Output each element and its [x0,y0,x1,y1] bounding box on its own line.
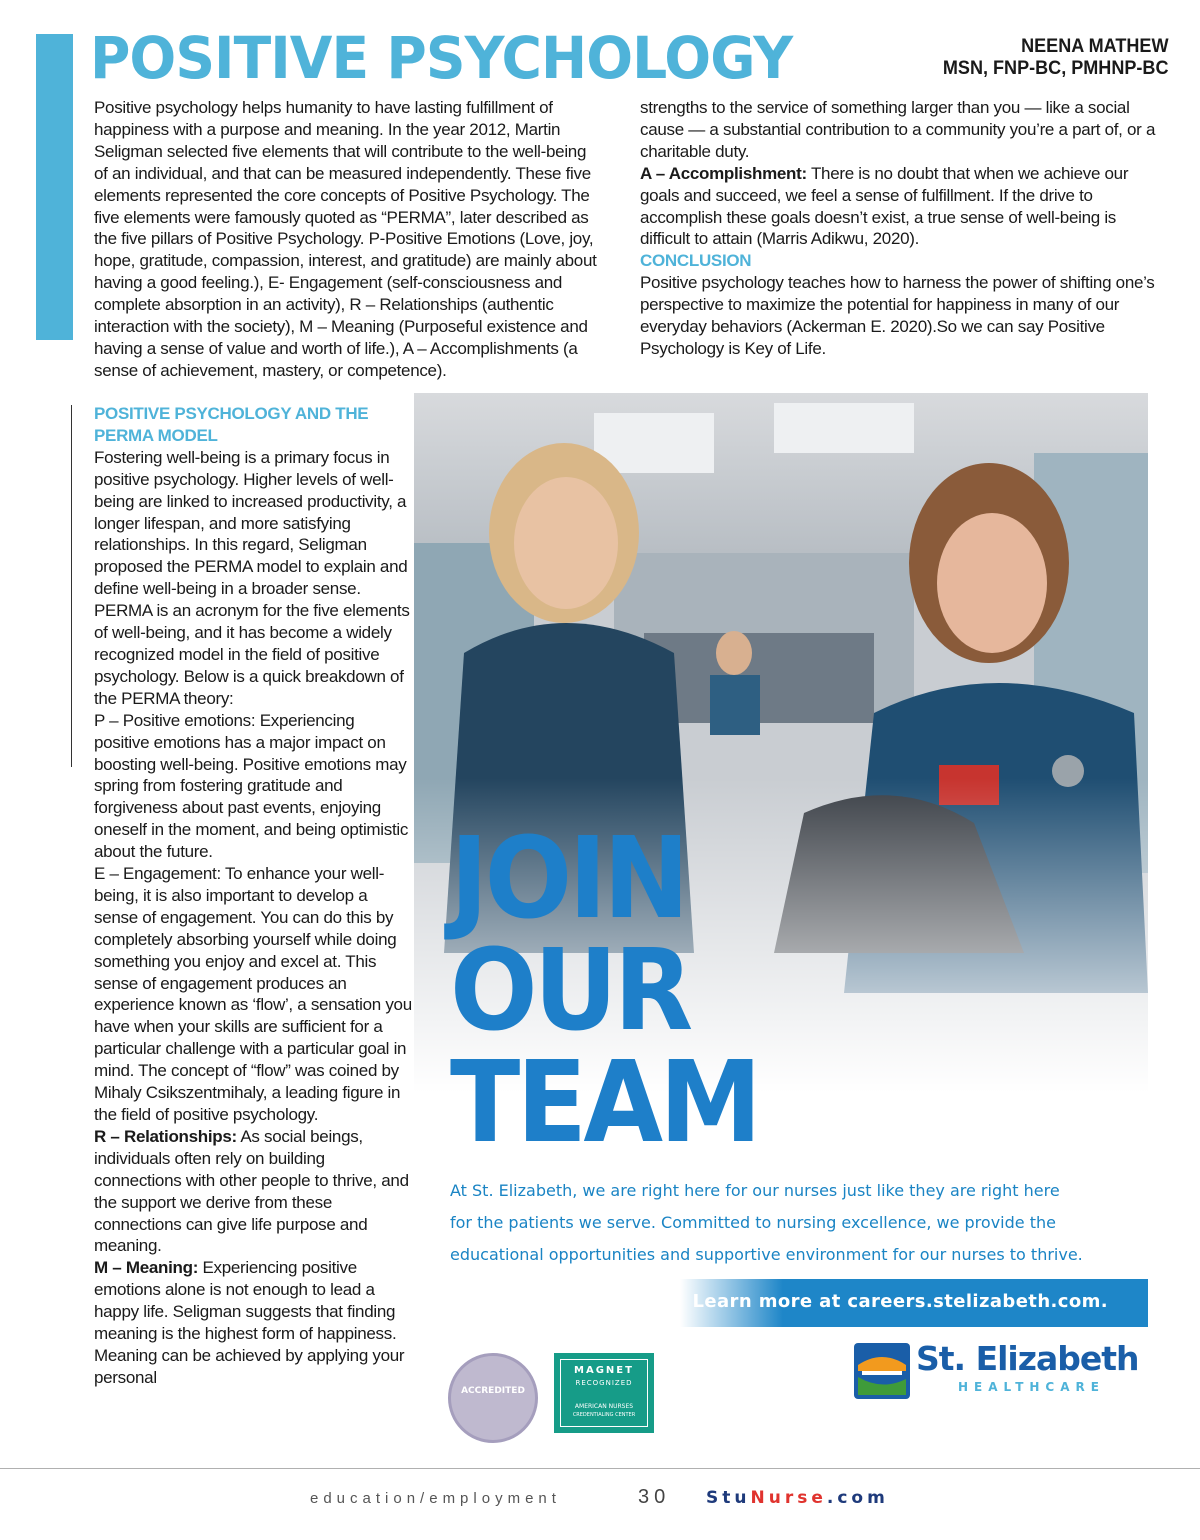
ad-body-line-2: for the patients we serve. Committed to nursing excellence, we provide the [450,1213,1056,1232]
logo-sub: HEALTHCARE [958,1380,1105,1394]
intro-paragraph: Positive psychology helps humanity to have lasting fulfillment of happiness with a purpose and meaning. In the year 2012, Martin Seligman selected five elements that will contribute to the well-being of an individual, and that can be measured independently. These five elements represented the core concepts of Positive Psychology. The five elements were famously quoted as “PERMA”, later described as the five pillars of Positive Psychology. P-Positive Emotions (Love, joy, hope, gratitude, compassion, interest, and gratitude) are mainly about having a good feeling.), E- Engagement (self-consciousness and complete absorption in an activity), R – Relationships (authentic interaction with the society), M – Meaning (Purposeful existence and having a sense of value and worth of life.), A – Accomplishments (a sense of achievement, mastery, or competence). [94,98,597,380]
ad-body-text [450,1175,1130,1271]
author-name: NEENA MATHEW [1020,36,1168,57]
accredited-badge [448,1353,538,1443]
relationships-text: As social beings, individuals often rely on building connections with other people to thrive, and the support we derive from these connections can give life purpose and meaning. [94,1126,409,1256]
magnet-recognized-badge [554,1353,654,1433]
relationships-label: R – Relationships: [94,1126,237,1146]
page-title: POSITIVE PSYCHOLOGY [90,24,793,92]
magnet-line-4: CREDENTIALING CENTER [572,1412,636,1418]
meaning-paragraph [94,1257,412,1388]
page-number: 30 [638,1486,671,1508]
join-our-team-headline [450,814,759,1168]
st-elizabeth-logo-icon [854,1343,910,1399]
magnet-line-1: MAGNET [574,1365,634,1376]
footer-site-mid: Nurse [750,1488,827,1508]
conclusion-paragraph: Positive psychology teaches how to harness the power of shifting one’s perspective to maximize the potential for happiness in many of our everyday behaviors (Ackerman E. 2020).So we can say Positive Psychology is Key of Life. [640,273,1155,358]
article-column-right-top [640,97,1160,360]
headline-line-join: JOIN [450,814,686,944]
careers-link-text[interactable]: Learn more at careers.stelizabeth.com. [692,1291,1108,1312]
engagement-paragraph: E – Engagement: To enhance your well-being, it is also important to develop a sense of engagement. You can do this by completely absorbing yourself while doing something you enjoy and excel at. This sense of engagement produces an experience known as ‘flow’, a sensation you have when your skills are sufficient for a particular challenge with a particular goal in mind. The concept of “flow” was coined by Mihaly Csikszentmihaly, a leading figure in the field of positive psychology. [94,864,412,1124]
careers-link-banner[interactable] [680,1279,1148,1327]
magnet-line-2: RECOGNIZED [575,1379,633,1387]
logo-name: St. Elizabeth [916,1339,1139,1378]
article-column-left-top [94,97,600,382]
accent-bar [36,34,73,340]
accomplishment-paragraph [640,163,1160,251]
accomplishment-text: There is no doubt that when we achieve our goals and succeed, we feel a sense of fulfillment. If the drive to accomplish these goals doesn’t exist, a true sense of well-being is difficult to attain (Marris Adikwu, 2020). [640,163,1129,249]
footer-site-name [706,1488,889,1508]
ad-body-line-3: educational opportunities and supportive environment for our nurses to thrive. [450,1245,1083,1264]
footer-category: education/employment [310,1490,561,1507]
accomplishment-label: A – Accomplishment: [640,163,807,183]
headline-line-our: OUR [450,926,690,1056]
column-rule [71,405,72,767]
headline-line-team: TEAM [450,1038,759,1168]
footer-site-end: .com [826,1488,889,1508]
meaning-label: M – Meaning: [94,1258,199,1278]
st-elizabeth-logo [854,1339,1139,1401]
author-block [942,36,1168,80]
meaning-continued-paragraph: strengths to the service of something larger than you — like a social cause — a substantial contribution to a community you’re a part of, or a charitable duty. [640,98,1156,161]
perma-intro-paragraph: Fostering well-being is a primary focus in positive psychology. Higher levels of well-being are linked to increased productivity, a longer lifespan, and more satisfying relationships. In this regard, Seligman proposed the PERMA model to explain and define well-being in a broader sense. PERMA is an acronym for the five elements of well-being, and it has become a widely recognized model in the field of positive psychology. Below is a quick breakdown of the PERMA theory: [94,447,410,708]
footer-site-start: Stu [706,1488,751,1508]
article-column-left-bottom [94,403,412,1389]
meaning-text: Experiencing positive emotions alone is not enough to lead a happy life. Seligman suggests that finding meaning is the highest form of happiness. Meaning can be achieved by applying your personal [94,1258,405,1387]
conclusion-heading: CONCLUSION [640,251,752,271]
accredited-label: ACCREDITED [461,1386,525,1396]
author-credentials: MSN, FNP-BC, PMHNP-BC [942,58,1168,79]
relationships-paragraph [94,1126,412,1257]
positive-emotions-paragraph: P – Positive emotions: Experiencing positive emotions has a major impact on boosting well-being. Positive emotions may spring from fostering gratitude and forgiveness about past events, enjoying oneself in the moment, and being optimistic about the future. [94,710,409,862]
join-our-team-ad [414,393,1148,1465]
footer-rule [0,1468,1200,1469]
ad-body-line-1: At St. Elizabeth, we are right here for our nurses just like they are right here [450,1181,1060,1200]
perma-heading: POSITIVE PSYCHOLOGY AND THE PERMA MODEL [94,404,369,445]
magnet-line-3: AMERICAN NURSES [574,1403,634,1410]
